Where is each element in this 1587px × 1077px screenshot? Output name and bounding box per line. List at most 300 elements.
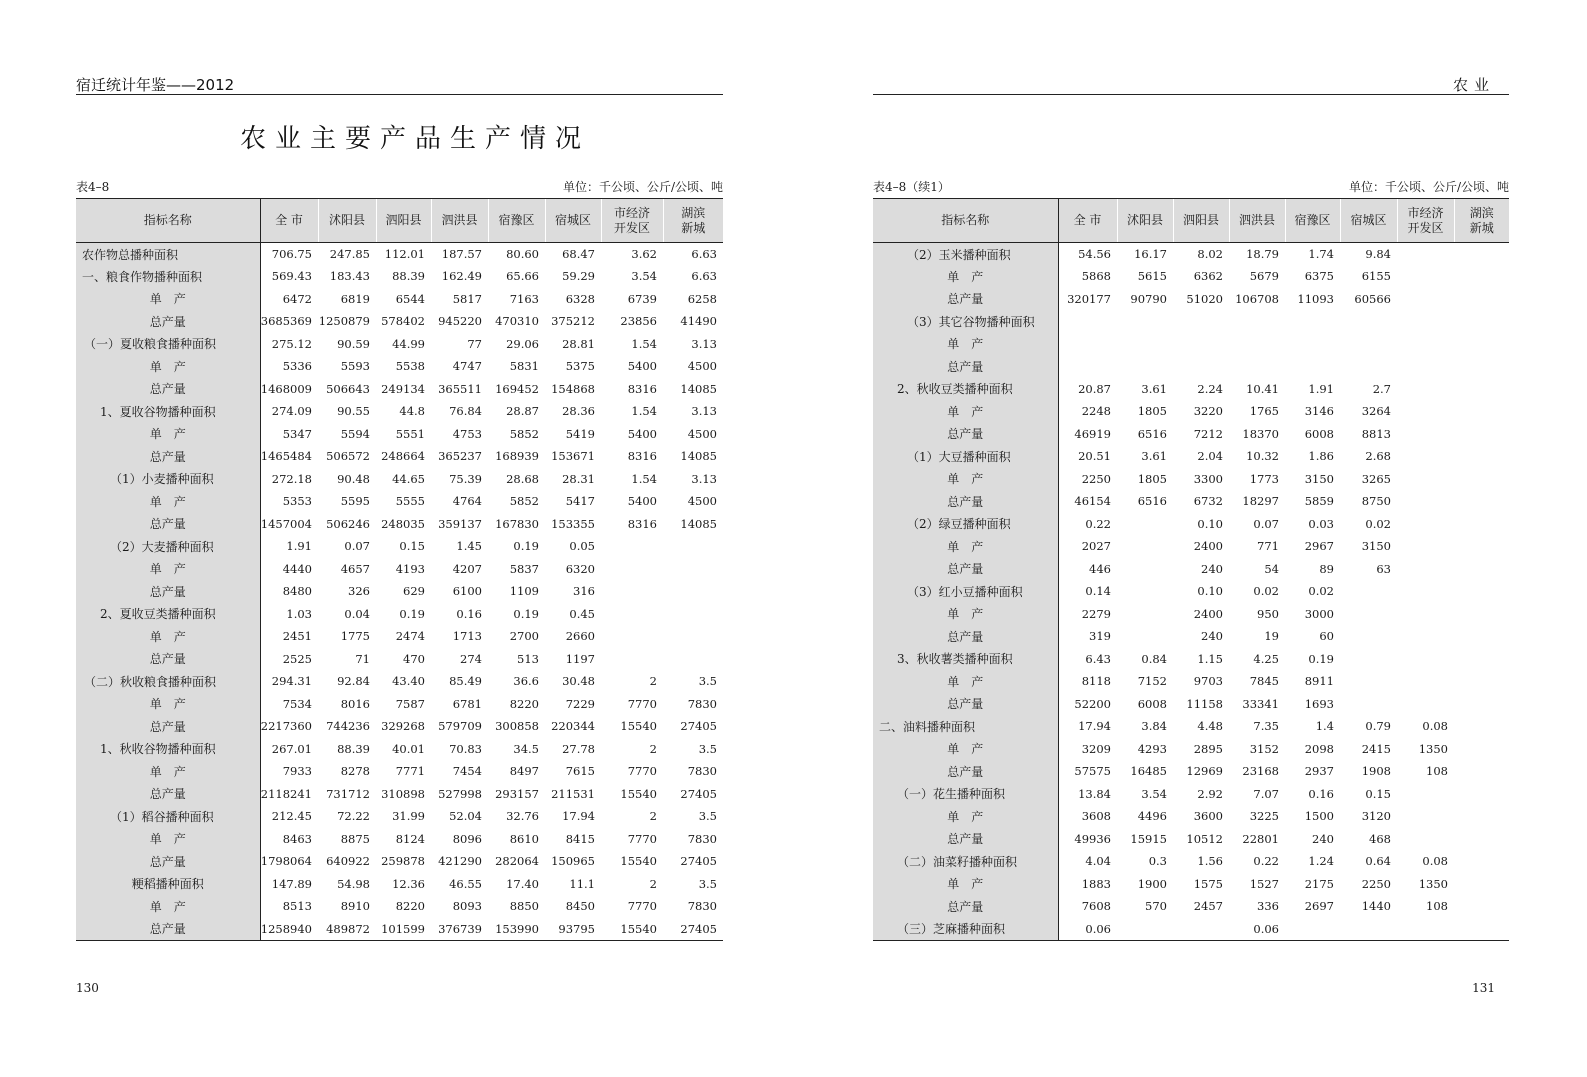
column-header: 宿豫区 (1285, 199, 1340, 243)
table-cell: 569.43 (271, 269, 312, 284)
table-cell: 18370 (1242, 426, 1279, 441)
table-cell: 52200 (1074, 696, 1111, 711)
table-cell (1340, 310, 1397, 333)
row-label: 一、粮食作物播种面积 (76, 265, 260, 288)
table-cell: 0.15 (399, 539, 425, 554)
row-label: （二）秋收粮食播种面积 (76, 670, 260, 693)
row-label: 单 产 (873, 873, 1058, 896)
table-cell: 36.6 (513, 674, 539, 689)
table-cell (601, 648, 663, 671)
table-cell: 2700 (509, 629, 539, 644)
table-cell: 6.43 (1085, 651, 1111, 666)
table-cell: 11158 (1186, 696, 1223, 711)
table-cell (1397, 670, 1454, 693)
table-cell: 1457004 (260, 516, 312, 531)
table-cell: 506246 (326, 516, 370, 531)
table-cell: 3.54 (631, 269, 657, 284)
table-cell: 211531 (551, 786, 595, 801)
table-cell (1454, 378, 1509, 401)
table-cell (1454, 828, 1509, 851)
table-cell: 336 (1257, 899, 1279, 914)
table-cell: 3.5 (698, 741, 717, 756)
table-cell: 10.32 (1246, 449, 1279, 464)
row-label: 1、秋收谷物播种面积 (76, 738, 260, 761)
table-row (76, 445, 723, 468)
table-cell (1454, 535, 1509, 558)
table-row (873, 873, 1509, 896)
table-cell: 2175 (1304, 876, 1334, 891)
table-cell: 1.56 (1197, 854, 1223, 869)
table-cell: 6362 (1193, 269, 1223, 284)
table-cell: 44.65 (392, 471, 425, 486)
table-cell: 5538 (395, 359, 425, 374)
table-cell: 240 (1201, 561, 1223, 576)
table-cell: 71 (355, 651, 370, 666)
table-cell: 20.87 (1078, 381, 1111, 396)
table-row (873, 918, 1509, 941)
table-cell: 29.06 (506, 336, 539, 351)
table-row (76, 738, 723, 761)
table-cell: 54.56 (1078, 247, 1111, 261)
table-cell: 8124 (395, 831, 425, 846)
table-cell: 1.15 (1197, 651, 1223, 666)
table-row (873, 805, 1509, 828)
table-cell: 326 (348, 584, 370, 599)
column-header: 湖滨 新城 (663, 199, 723, 243)
table-cell: 6375 (1304, 269, 1334, 284)
table-cell: 5817 (452, 291, 482, 306)
table-row (873, 333, 1509, 356)
table-cell (1058, 333, 1117, 356)
table-cell: 2400 (1193, 606, 1223, 621)
table-cell: 220344 (551, 719, 595, 734)
table-cell (1340, 355, 1397, 378)
table-cell: 88.39 (337, 741, 370, 756)
table-row (873, 850, 1509, 873)
table-cell (1454, 513, 1509, 536)
table-row (873, 310, 1509, 333)
table-cell (1454, 895, 1509, 918)
table-cell: 3150 (1361, 539, 1391, 554)
table-cell: 27405 (663, 918, 723, 941)
table-cell: 90.55 (337, 404, 370, 419)
table-cell (1397, 243, 1454, 266)
table-cell: 2451 (282, 629, 312, 644)
table-number: 表4–8 (76, 180, 110, 194)
table-cell: 63 (1376, 561, 1391, 576)
table-cell: 3.5 (698, 809, 717, 824)
table-cell: 93795 (545, 918, 601, 941)
table-cell: 46154 (1074, 494, 1111, 509)
table-cell: 7770 (627, 831, 657, 846)
table-cell: 14085 (680, 516, 717, 531)
table-cell: 5417 (565, 494, 595, 509)
table-cell: 320177 (1067, 291, 1111, 306)
table-cell: 183.43 (329, 269, 370, 284)
table-cell: 60566 (1354, 291, 1391, 306)
table-cell (1340, 648, 1397, 671)
table-row (873, 423, 1509, 446)
table-cell: 744236 (326, 719, 370, 734)
table-cell: 23856 (620, 314, 657, 329)
table-row (76, 243, 723, 266)
table-cell: 1.91 (286, 539, 312, 554)
table-cell (1454, 670, 1509, 693)
table-cell: 12969 (1186, 764, 1223, 779)
table-cell: 1.54 (631, 471, 657, 486)
table-cell: 46.55 (449, 876, 482, 891)
row-label: 单 产 (873, 400, 1058, 423)
table-cell: 5593 (340, 359, 370, 374)
table-cell: 108 (1426, 899, 1448, 914)
column-header: 泗洪县 (431, 199, 488, 243)
table-cell (1454, 310, 1509, 333)
table-cell: 15915 (1130, 831, 1167, 846)
table-cell: 0.84 (1141, 651, 1167, 666)
table-row (76, 355, 723, 378)
table-cell: 1.74 (1308, 247, 1334, 261)
table-cell: 4207 (452, 561, 482, 576)
table-cell: 8220 (509, 696, 539, 711)
table-cell: 945220 (438, 314, 482, 329)
table-cell: 33341 (1242, 696, 1279, 711)
row-label: 总产量 (873, 558, 1058, 581)
table-cell: 7830 (687, 696, 717, 711)
table-cell (1454, 918, 1509, 941)
column-header-indicator: 指标名称 (76, 199, 260, 243)
table-cell (1173, 355, 1229, 378)
table-cell: 5594 (340, 426, 370, 441)
table-cell (1285, 310, 1340, 333)
table-cell: 0.22 (1085, 516, 1111, 531)
table-cell: 3.13 (691, 471, 717, 486)
table-cell (601, 558, 663, 581)
table-cell (1454, 490, 1509, 513)
table-cell: 506643 (326, 381, 370, 396)
table-row (76, 648, 723, 671)
row-label: （2）玉米播种面积 (873, 243, 1058, 266)
table-row (76, 378, 723, 401)
table-cell: 240 (1201, 629, 1223, 644)
table-cell: 950 (1257, 606, 1279, 621)
table-row (873, 670, 1509, 693)
row-label: （三）芝麻播种面积 (873, 918, 1058, 941)
table-cell (1454, 355, 1509, 378)
table-row (76, 513, 723, 536)
table-cell (1229, 310, 1285, 333)
table-cell: 4764 (452, 494, 482, 509)
table-cell: 3152 (1249, 741, 1279, 756)
table-cell: 365237 (438, 449, 482, 464)
table-cell: 8316 (627, 516, 657, 531)
table-cell: 2525 (282, 651, 312, 666)
table-row (76, 423, 723, 446)
table-cell (1454, 648, 1509, 671)
table-cell: 28.87 (506, 404, 539, 419)
table-cell: 68.47 (562, 247, 595, 261)
table-cell: 2697 (1304, 899, 1334, 914)
table-cell: 3.62 (631, 247, 657, 261)
table-cell: 1350 (1418, 876, 1448, 891)
table-cell: 6328 (565, 291, 595, 306)
table-cell: 13.84 (1078, 786, 1111, 801)
row-label: 总产量 (76, 445, 260, 468)
page-number: 130 (76, 981, 99, 995)
table-row (873, 580, 1509, 603)
table-cell: 2 (649, 674, 657, 689)
table-cell: 3.84 (1141, 719, 1167, 734)
table-row (76, 873, 723, 896)
table-cell: 489872 (318, 918, 376, 941)
table-cell: 375212 (551, 314, 595, 329)
table-cell: 2 (649, 741, 657, 756)
table-cell: 1765 (1249, 404, 1279, 419)
table-cell (1454, 445, 1509, 468)
table-cell (1058, 310, 1117, 333)
table-cell: 259878 (381, 854, 425, 869)
row-label: 单 产 (76, 355, 260, 378)
table-cell (601, 625, 663, 648)
table-row (873, 783, 1509, 806)
table-cell: 731712 (326, 786, 370, 801)
table-row (76, 490, 723, 513)
table-cell: 0.3 (1148, 854, 1167, 869)
row-label: （2）大麦播种面积 (76, 535, 260, 558)
table-cell: 168939 (495, 449, 539, 464)
table-cell: 8875 (340, 831, 370, 846)
table-cell (1454, 265, 1509, 288)
table-row (873, 738, 1509, 761)
table-cell: 1775 (340, 629, 370, 644)
row-label: 1、夏收谷物播种面积 (76, 400, 260, 423)
column-header: 沭阳县 (1117, 199, 1173, 243)
table-cell: 0.19 (513, 539, 539, 554)
table-cell (1397, 580, 1454, 603)
table-cell (1454, 625, 1509, 648)
table-cell (1058, 355, 1117, 378)
table-cell: 14085 (680, 449, 717, 464)
table-cell: 8220 (395, 899, 425, 914)
table-cell (663, 648, 723, 671)
table-cell (1397, 423, 1454, 446)
table-cell (1117, 513, 1173, 536)
table-cell (1454, 400, 1509, 423)
column-header: 全 市 (1058, 199, 1117, 243)
table-cell: 2474 (395, 629, 425, 644)
row-label: 总产量 (76, 378, 260, 401)
table-cell: 8513 (282, 899, 312, 914)
table-cell: 0.08 (1422, 854, 1448, 869)
table-cell: 310898 (381, 786, 425, 801)
table-row (76, 693, 723, 716)
table-cell: 2279 (1081, 606, 1111, 621)
table-row (873, 558, 1509, 581)
table-cell: 8316 (627, 381, 657, 396)
table-cell: 0.10 (1197, 516, 1223, 531)
row-label: 单 产 (76, 558, 260, 581)
table-cell: 570 (1145, 899, 1167, 914)
table-cell: 0.22 (1253, 854, 1279, 869)
table-cell: 421290 (438, 854, 482, 869)
table-cell: 3600 (1193, 809, 1223, 824)
row-label: （一）夏收粮食播种面积 (76, 333, 260, 356)
row-label: （二）油菜籽播种面积 (873, 850, 1058, 873)
table-cell (663, 603, 723, 626)
table-row (873, 445, 1509, 468)
table-cell: 359137 (438, 516, 482, 531)
row-label: 总产量 (873, 828, 1058, 851)
table-cell: 28.81 (562, 336, 595, 351)
table-cell: 3146 (1304, 404, 1334, 419)
table-cell: 0.07 (1253, 516, 1279, 531)
running-head: 农业 (1452, 76, 1495, 94)
table-cell: 2118241 (260, 786, 312, 801)
row-label: 单 产 (76, 828, 260, 851)
row-label: 单 产 (76, 490, 260, 513)
table-cell: 8278 (340, 764, 370, 779)
table-cell: 3209 (1081, 741, 1111, 756)
table-cell: 92.84 (337, 674, 370, 689)
table-cell: 44.99 (392, 336, 425, 351)
table-cell: 15540 (620, 854, 657, 869)
table-cell: 153671 (551, 449, 595, 464)
table-cell: 54.98 (337, 876, 370, 891)
row-label: 单 产 (873, 670, 1058, 693)
column-header: 湖滨 新城 (1454, 199, 1509, 243)
header-rule (873, 94, 1509, 95)
table-cell (1173, 310, 1229, 333)
table-cell: 275.12 (271, 336, 312, 351)
table-row (76, 895, 723, 918)
page-title: 农业主要产品生产情况 (240, 124, 591, 154)
table-cell (1454, 243, 1509, 266)
table-cell: 4753 (452, 426, 482, 441)
row-label: 总产量 (76, 648, 260, 671)
table-cell: 7454 (452, 764, 482, 779)
table-cell (1397, 603, 1454, 626)
table-cell: 1527 (1249, 876, 1279, 891)
row-label: 粳稻播种面积 (76, 873, 260, 896)
table-cell: 65.66 (506, 269, 539, 284)
table-cell: 5353 (282, 494, 312, 509)
table-row (76, 625, 723, 648)
table-cell (1397, 783, 1454, 806)
row-label: 单 产 (76, 760, 260, 783)
table-cell: 6008 (1137, 696, 1167, 711)
table-cell: 22801 (1242, 831, 1279, 846)
table-cell (663, 625, 723, 648)
table-row (873, 603, 1509, 626)
table-cell: 470 (403, 651, 425, 666)
table-cell: 706.75 (271, 247, 312, 261)
table-cell: 88.39 (392, 269, 425, 284)
table-cell: 7845 (1249, 674, 1279, 689)
row-label: 总产量 (873, 288, 1058, 311)
row-label: 2、秋收豆类播种面积 (873, 378, 1058, 401)
row-label: 总产量 (873, 693, 1058, 716)
table-cell: 2098 (1304, 741, 1334, 756)
table-cell: 0.02 (1253, 584, 1279, 599)
table-row (873, 513, 1509, 536)
table-cell: 8.02 (1197, 247, 1223, 261)
row-label: 单 产 (873, 805, 1058, 828)
table-cell: 9.84 (1365, 247, 1391, 261)
table-cell: 108 (1426, 764, 1448, 779)
table-cell (1397, 310, 1454, 333)
left-page (0, 0, 793, 1077)
table-cell: 150965 (551, 854, 595, 869)
table-cell: 5595 (340, 494, 370, 509)
table-cell: 771 (1257, 539, 1279, 554)
table-cell: 85.49 (449, 674, 482, 689)
table-cell (663, 535, 723, 558)
row-label: 农作物总播种面积 (76, 243, 260, 266)
table-cell (1397, 400, 1454, 423)
table-cell (1340, 603, 1397, 626)
table-cell: 1.91 (1308, 381, 1334, 396)
row-label: 单 产 (873, 535, 1058, 558)
column-header-indicator: 指标名称 (873, 199, 1058, 243)
table-cell (1117, 333, 1173, 356)
table-cell (1454, 760, 1509, 783)
table-cell: 5837 (509, 561, 539, 576)
table-cell: 4440 (282, 561, 312, 576)
table-cell: 59.29 (562, 269, 595, 284)
table-row (76, 580, 723, 603)
header-rule (76, 94, 723, 95)
table-cell: 578402 (381, 314, 425, 329)
table-cell: 8910 (340, 899, 370, 914)
table-cell: 1575 (1193, 876, 1223, 891)
table-cell: 153990 (488, 918, 545, 941)
table-cell: 365511 (438, 381, 482, 396)
table-cell: 1883 (1081, 876, 1111, 891)
row-label: 单 产 (873, 468, 1058, 491)
table-cell: 0.64 (1365, 854, 1391, 869)
table-cell: 10512 (1186, 831, 1223, 846)
table-cell: 3.61 (1141, 381, 1167, 396)
table-unit: 单位：千公顷、公斤/公顷、吨 (562, 180, 723, 194)
row-label: 单 产 (76, 693, 260, 716)
table-cell: 7229 (565, 696, 595, 711)
table-cell: 0.15 (1365, 786, 1391, 801)
table-cell (1454, 805, 1509, 828)
table-cell: 7608 (1081, 899, 1111, 914)
table-row (76, 333, 723, 356)
table-cell: 6732 (1193, 494, 1223, 509)
table-cell: 7152 (1137, 674, 1167, 689)
table-cell (1397, 265, 1454, 288)
row-label: （1）稻谷播种面积 (76, 805, 260, 828)
table-cell: 7.35 (1253, 719, 1279, 734)
row-label: （2）绿豆播种面积 (873, 513, 1058, 536)
table-cell: 0.08 (1422, 719, 1448, 734)
row-label: （3）其它谷物播种面积 (873, 310, 1058, 333)
table-cell (1454, 850, 1509, 873)
row-label: 总产量 (873, 423, 1058, 446)
table-cell (1397, 918, 1454, 941)
table-row (873, 468, 1509, 491)
table-cell (1397, 378, 1454, 401)
table-cell: 8316 (627, 449, 657, 464)
table-cell: 14085 (680, 381, 717, 396)
table-cell: 28.68 (506, 471, 539, 486)
table-cell: 6.63 (691, 269, 717, 284)
table-cell: 153355 (551, 516, 595, 531)
column-header: 市经济 开发区 (1397, 199, 1454, 243)
table-cell: 3220 (1193, 404, 1223, 419)
table-cell: 2250 (1361, 876, 1391, 891)
